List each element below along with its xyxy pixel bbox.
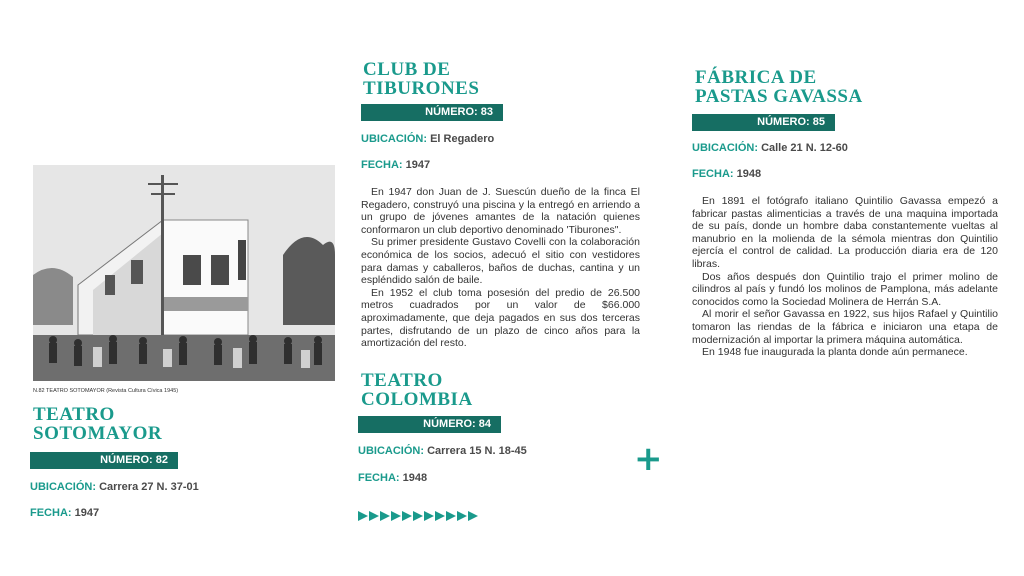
ubicacion-82 [30,481,199,494]
body-paragraph: En 1891 el fotógrafo italiano Quintilio Gavassa empezó a fabricar pastas alimenticias a través de una maquina importada de su país, donde un hombre daba constantemente vueltas al manubrio en la molienda de la sémola mientras don Quintilio ejercía el control de calidad. La producción diaria era de 120 libras. [692,195,998,270]
fecha-value: 1947 [74,507,100,519]
play-arrow-icon [446,511,456,521]
play-arrow-icon [402,511,412,521]
title-line-1: FÁBRICA DE [695,67,817,88]
fecha-83 [361,159,430,172]
fecha-label: FECHA: [358,472,400,484]
ubicacion-value: Carrera 15 N. 18-45 [427,445,527,457]
ubicacion-value: El Regadero [430,133,495,145]
fecha-85 [692,168,761,181]
teatro-sotomayor-photo [33,165,335,381]
fecha-label: FECHA: [30,507,72,519]
teatro-colombia-title [361,371,641,409]
ubicacion-84 [358,445,527,458]
play-arrow-icon [358,511,368,521]
club-tiburones-title [363,60,643,98]
play-arrow-icon [424,511,434,521]
title-line-2: COLOMBIA [361,389,473,410]
body-paragraph: Al morir el señor Gavassa en 1922, sus hijos Rafael y Quintilio tomaron las riendas de la fábrica e iniciaron una etapa de modernización al importar la primera máquina automática. [692,308,998,346]
body-paragraph: En 1952 el club toma posesión del predio de 26.500 metros cuadrados por un valor de $66.000 aproximadamente, que deja pagados en sus dos terceras partes, disfrutando de un plazo de cinco años para la amortización del resto. [361,286,640,350]
arrow-row [358,511,478,521]
fecha-label: FECHA: [692,168,734,180]
ubicacion-label: UBICACIÓN: [30,481,96,493]
numero-83-badge: NÚMERO: 83 [361,104,503,121]
title-line-2: SOTOMAYOR [33,423,163,444]
title-line-1: TEATRO [361,370,443,391]
play-arrow-icon [468,511,478,521]
body-paragraph: En 1947 don Juan de J. Suescún dueño de la finca El Regadero, construyó una piscina y la entregó en arriendo a un grupo de jóvenes amantes de la natación quienes conformaron un club deportivo denominado 'Tiburones". [361,186,640,236]
fecha-84 [358,472,427,485]
title-line-1: CLUB DE [363,59,451,80]
play-arrow-icon [435,511,445,521]
ubicacion-label: UBICACIÓN: [358,445,424,457]
fecha-82 [30,507,99,520]
play-arrow-icon [391,511,401,521]
ubicacion-label: UBICACIÓN: [361,133,427,145]
ubicacion-85 [692,142,848,155]
plus-icon[interactable]: + [634,439,663,479]
ubicacion-label: UBICACIÓN: [692,142,758,154]
numero-84-badge: NÚMERO: 84 [358,416,501,433]
title-line-2: PASTAS GAVASSA [695,86,863,107]
play-arrow-icon [369,511,379,521]
body-paragraph: Dos años después don Quintilio trajo el primer molino de cilindros al país y fundó los molinos de Pamplona, más adelante conocidos como la Sociedad Molinera de Herrán S.A. [692,270,998,308]
body-paragraph: En 1948 fue inaugurada la planta donde aún permanece. [702,346,968,359]
play-arrow-icon [380,511,390,521]
fecha-value: 1948 [736,168,762,180]
ubicacion-value: Carrera 27 N. 37-01 [99,481,199,493]
ubicacion-83 [361,133,494,146]
teatro-sotomayor-title [33,405,333,443]
building-illustration [33,165,335,381]
fabrica-gavassa-title [695,68,995,106]
fecha-label: FECHA: [361,159,403,171]
club-tiburones-body [361,186,640,350]
fecha-value: 1948 [402,472,428,484]
title-line-1: TEATRO [33,404,115,425]
numero-82-badge: NÚMERO: 82 [30,452,178,469]
body-paragraph: Su primer presidente Gustavo Covelli con la colaboración económica de los socios, adecuó el sitio con vestidores para damas y caballeros, baños de duchas, cantina y un espléndido salón de baile. [361,236,640,287]
title-line-2: TIBURONES [363,78,480,99]
ubicacion-value: Calle 21 N. 12-60 [761,142,848,154]
photo-caption: N.82 TEATRO SOTOMAYOR (Revista Cultura Cívica 1945) [33,388,179,394]
numero-85-badge: NÚMERO: 85 [692,114,835,131]
play-arrow-icon [413,511,423,521]
fabrica-gavassa-body [692,195,998,359]
play-arrow-icon [457,511,467,521]
fecha-value: 1947 [405,159,431,171]
